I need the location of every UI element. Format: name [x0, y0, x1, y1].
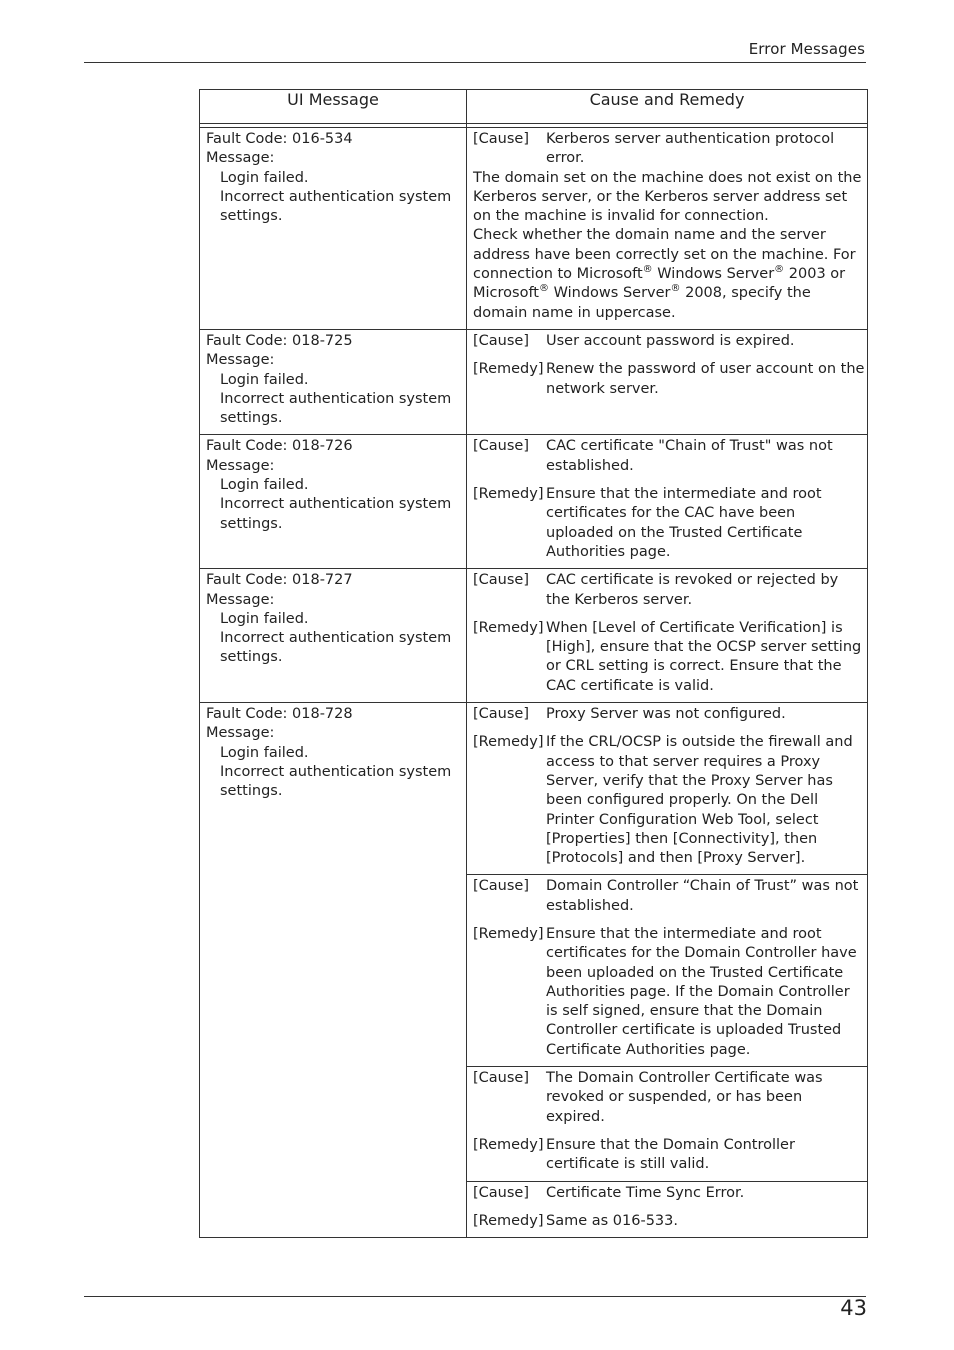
message-label: Message:	[206, 725, 275, 742]
table-row	[200, 569, 868, 703]
remedy-detail	[473, 226, 865, 322]
header-rule	[84, 62, 866, 63]
remedy-text: When [Level of Certificate Verification] is [High], ensure that the OCSP server setting or CRL setting is correct. Ensure that the CAC certificate is valid.	[546, 619, 862, 694]
cause-text: Proxy Server was not configured.	[546, 706, 786, 723]
message-label: Message:	[206, 591, 275, 608]
product-name: Windows Server	[652, 266, 775, 283]
message-label: Message:	[206, 352, 275, 369]
fault-code: Fault Code: 018-725	[206, 332, 353, 349]
message-line: Incorrect authentication system	[220, 763, 452, 780]
registered-mark: ®	[774, 264, 785, 276]
message-line: settings.	[220, 515, 283, 532]
table-row	[200, 128, 868, 330]
cause-remedy-cell	[467, 875, 868, 1067]
cause-text: Kerberos server authentication protocol error.	[546, 131, 835, 167]
remedy-entry	[473, 1136, 865, 1175]
product-name: Windows Server	[549, 285, 671, 302]
remedy-detail-text: 2008, specify the domain name in uppercase.	[473, 285, 811, 321]
cause-tag: [Cause]	[473, 1070, 529, 1087]
message-label: Message:	[206, 457, 275, 474]
remedy-detail-text: Check whether the domain name and the server address have been correctly set on the machine. For connection to Microsoft	[473, 227, 856, 283]
fault-code: Fault Code: 016-534	[206, 131, 353, 147]
cause-tag: [Cause]	[473, 332, 529, 349]
message-line: settings.	[220, 783, 283, 800]
remedy-entry	[473, 619, 865, 696]
message-line: Login failed.	[220, 477, 309, 494]
cause-entry	[473, 437, 865, 476]
remedy-entry	[473, 1212, 865, 1231]
cause-remedy-cell	[467, 128, 868, 330]
table-row	[200, 703, 868, 875]
cause-text: The Domain Controller Certificate was revoked or suspended, or has been expired.	[546, 1070, 823, 1125]
cause-entry	[473, 705, 865, 724]
cause-tag: [Cause]	[473, 878, 529, 895]
cause-entry	[473, 1069, 865, 1127]
cause-tag: [Cause]	[473, 572, 529, 589]
page-number: 43	[840, 1296, 867, 1320]
message-line: settings.	[220, 208, 283, 225]
remedy-text: If the CRL/OCSP is outside the firewall and access to that server requires a Proxy Server, verify that the Proxy Server has been configured properly. On the Dell Printer Configuration Web Tool, select [Properties] then [Connectivity], then [Protocols] and then [Proxy Server].	[546, 734, 853, 867]
cause-remedy-cell	[467, 703, 868, 875]
message-line: Incorrect authentication system	[220, 630, 452, 647]
cause-remedy-cell	[467, 1181, 868, 1238]
message-line: Incorrect authentication system	[220, 188, 452, 205]
remedy-tag: [Remedy]	[473, 361, 544, 378]
remedy-tag: [Remedy]	[473, 734, 544, 751]
cause-entry	[473, 571, 865, 610]
message-label: Message:	[206, 150, 275, 167]
remedy-entry	[473, 485, 865, 562]
message-line: Incorrect authentication system	[220, 496, 452, 513]
cause-text: CAC certificate "Chain of Trust" was not established.	[546, 438, 833, 474]
cause-detail: The domain set on the machine does not exist on the Kerberos server, or the Kerberos server address set on the machine is invalid for connection.	[473, 169, 862, 225]
remedy-tag: [Remedy]	[473, 925, 544, 942]
remedy-text: Ensure that the intermediate and root certificates for the CAC have been uploaded on the Trusted Certificate Authorities page.	[546, 486, 822, 560]
remedy-text: Ensure that the intermediate and root certificates for the Domain Controller have been uploaded on the Trusted Certificate Authorities page. If the Domain Controller is self signed, ensure that the Domain Controller certificate is uploaded Trusted Certificate Authorities page.	[546, 925, 857, 1058]
remedy-detail-text: 2003 or Microsoft	[473, 266, 846, 302]
remedy-tag: [Remedy]	[473, 1136, 544, 1153]
message-line: Login failed.	[220, 371, 309, 388]
running-header: Error Messages	[748, 40, 865, 58]
cause-remedy-cell	[467, 435, 868, 569]
registered-mark: ®	[642, 264, 653, 276]
cause-entry	[473, 130, 865, 169]
registered-mark: ®	[539, 283, 549, 295]
error-table	[199, 89, 868, 1238]
remedy-tag: [Remedy]	[473, 1212, 544, 1229]
table-row	[200, 435, 868, 569]
table-header-row	[200, 90, 868, 124]
message-line: Incorrect authentication system	[220, 390, 452, 407]
column-header-cause-remedy: Cause and Remedy	[467, 90, 868, 124]
remedy-entry	[473, 360, 865, 399]
cause-remedy-cell	[467, 329, 868, 434]
column-header-ui-message: UI Message	[200, 90, 467, 124]
remedy-text: Same as 016-533.	[546, 1212, 678, 1229]
remedy-text: Ensure that the Domain Controller certificate is still valid.	[546, 1136, 795, 1173]
cause-entry	[473, 1184, 865, 1203]
message-line: settings.	[220, 410, 283, 427]
cause-tag: [Cause]	[473, 438, 529, 455]
message-line: Login failed.	[220, 610, 309, 627]
cause-entry	[473, 332, 865, 351]
message-line: settings.	[220, 649, 283, 666]
cause-tag: [Cause]	[473, 131, 529, 147]
remedy-tag: [Remedy]	[473, 619, 544, 636]
remedy-tag: [Remedy]	[473, 486, 544, 503]
remedy-entry	[473, 925, 865, 1060]
cause-text: CAC certificate is revoked or rejected by the Kerberos server.	[546, 572, 839, 608]
ui-message-cell	[200, 435, 467, 569]
registered-mark: ®	[670, 283, 681, 295]
remedy-entry	[473, 733, 865, 868]
ui-message-cell	[200, 569, 467, 703]
message-line: Login failed.	[220, 744, 309, 761]
fault-code: Fault Code: 018-728	[206, 706, 353, 723]
table-row	[200, 329, 868, 434]
fault-code: Fault Code: 018-727	[206, 572, 353, 589]
ui-message-cell	[200, 703, 467, 1238]
remedy-text: Renew the password of user account on the network server.	[546, 361, 865, 397]
cause-remedy-cell	[467, 569, 868, 703]
footer-rule	[84, 1296, 866, 1297]
cause-tag: [Cause]	[473, 1184, 529, 1201]
fault-code: Fault Code: 018-726	[206, 438, 353, 455]
cause-text: User account password is expired.	[546, 332, 795, 349]
message-line: Login failed.	[220, 169, 309, 186]
cause-text: Certificate Time Sync Error.	[546, 1184, 745, 1201]
cause-text: Domain Controller “Chain of Trust” was not established.	[546, 878, 859, 914]
cause-entry	[473, 877, 865, 916]
ui-message-cell	[200, 128, 467, 330]
ui-message-cell	[200, 329, 467, 434]
cause-remedy-cell	[467, 1067, 868, 1181]
cause-tag: [Cause]	[473, 706, 529, 723]
